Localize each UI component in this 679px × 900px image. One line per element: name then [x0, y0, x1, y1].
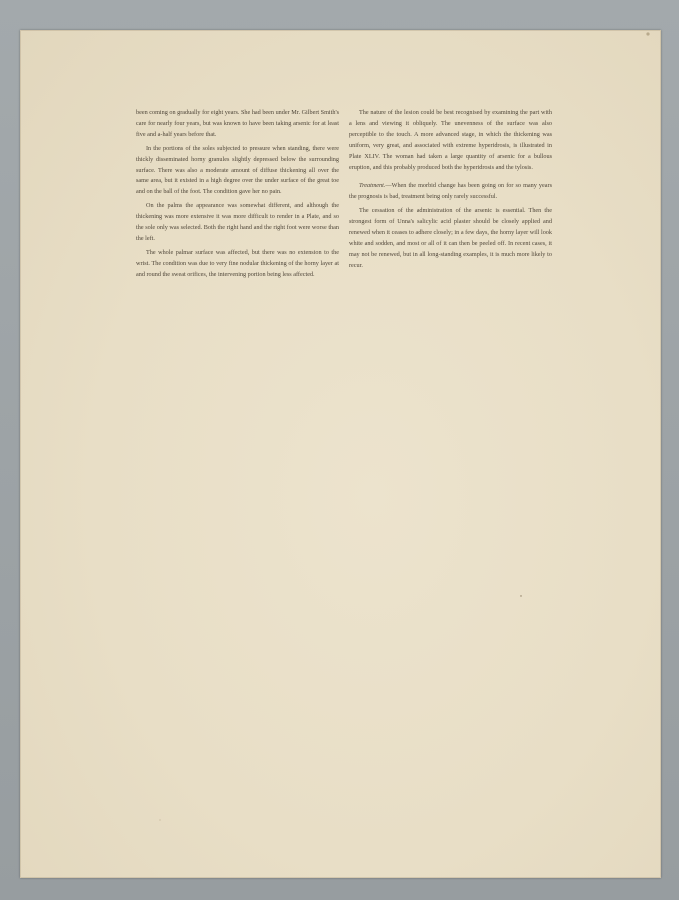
left-paragraph-3: On the palms the appearance was somewhat different, and although the thickening was more extensive it was more difficult to render in a Plate, and so the sole only was selected. Both the right hand and the right foot were worse than the left.	[136, 202, 339, 242]
page-sheet	[20, 30, 661, 878]
page-border	[20, 30, 661, 878]
right-paragraph-1: The nature of the lesion could be best recognised by examining the part with a lens and viewing it obliquely. The unevenness of the surface was also perceptible to the touch. A more advanced stage, in which the thickening was uniform, very great, and associated with extreme hyperidrosis, is illustrated in Plate XLIV. The woman had taken a large quantity of arsenic for a bullous eruption, and this probably produced both the hyperidrosis and the tylosis.	[349, 109, 552, 171]
treatment-paragraph	[349, 181, 552, 203]
left-paragraph-1: been coming on gradually for eight years. She had been under Mr. Gilbert Smith's care for nearly four years, but was known to have been taking arsenic for at least five and a-half years before that.	[136, 109, 339, 138]
left-paragraph-2: In the portions of the soles subjected to pressure when standing, there were thickly disseminated horny granules slightly depressed below the surrounding surface. There was also a moderate amount of diffuse thickening all over the same area, but it existed in a high degree over the under surface of the great toe and on the ball of the foot. The condition gave her no pain.	[136, 144, 339, 196]
right-paragraph-3: The cessation of the administration of the arsenic is essential. Then the strongest form of Unna's salicylic acid plaster should be closely applied and renewed when it ceases to adhere closely; in a few days, the horny layer will look white and sodden, and most or all of it can then be peeled off. In recent cases, it may not be renewed, but in all long-standing examples, it is much more likely to recur.	[349, 207, 552, 269]
left-text-column	[136, 108, 339, 284]
paper-specks	[20, 30, 661, 878]
left-paragraph-4: The whole palmar surface was affected, but there was no extension to the wrist. The condition was due to very fine nodular thickening of the horny layer at and round the sweat orifices, the intervening portion being less affected.	[136, 248, 339, 278]
right-text-column	[349, 108, 552, 275]
treatment-text: —When the morbid change has been going on for so many years the prognosis is bad, treatment being only rarely successful.	[349, 182, 552, 201]
treatment-heading: Treatment.	[359, 182, 386, 190]
